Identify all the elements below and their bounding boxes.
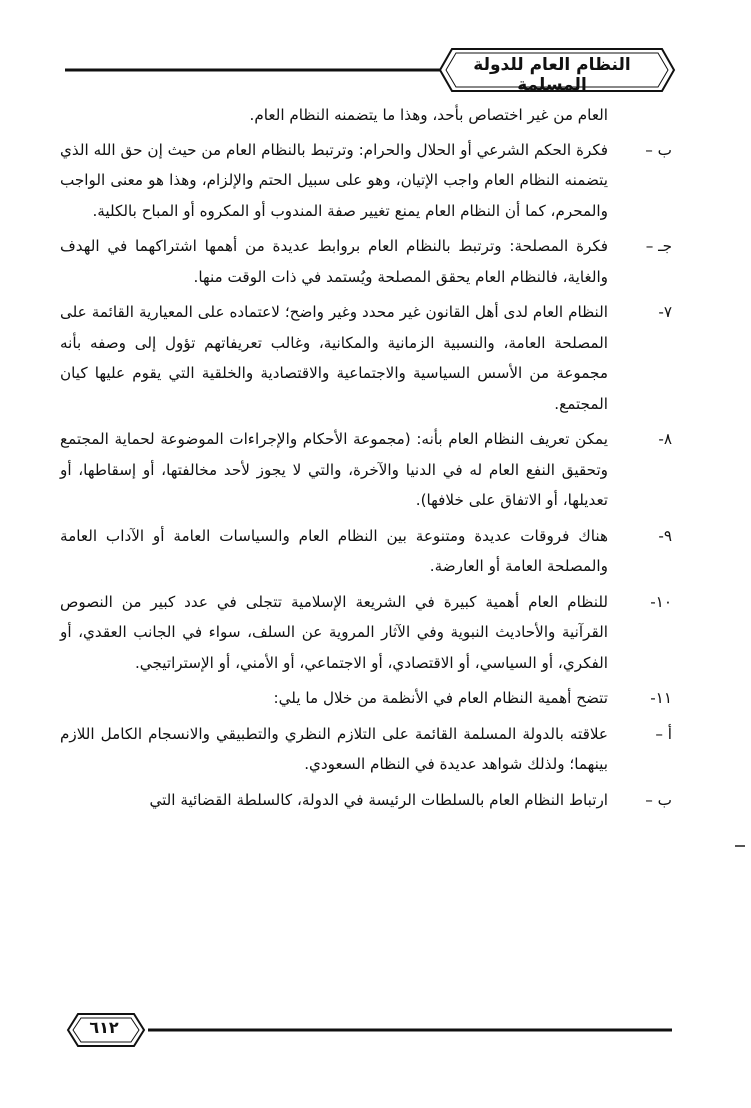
list-item-text: فكرة المصلحة: وترتبط بالنظام العام بروابط عديدة من أهمها اشتراكهما في الهدف والغاية، فالنظام العام يحقق المصلحة ويُستمد في ذات الوقت منها. — [60, 237, 608, 286]
list-item-text: علاقته بالدولة المسلمة القائمة على التلازم النظري والتطبيقي والانسجام الكامل اللازم بينهما؛ ولذلك شواهد عديدة في النظام السعودي. — [60, 724, 608, 773]
list-item-text: ارتباط النظام العام بالسلطات الرئيسة في الدولة، كالسلطة القضائية التي — [149, 790, 608, 809]
page-footer — [60, 1010, 680, 1050]
list-item — [60, 231, 672, 292]
list-item-text: للنظام العام أهمية كبيرة في الشريعة الإسلامية تتجلى في عدد كبير من النصوص القرآنية والأحاديث النبوية وفي الآثار المروية عن السلف، سواء في الجانب العقدي، أو الفكري، أو السياسي، أو الاقتصادي، أو الاجتماعي، أو الأمني، أو الإستراتيجي. — [60, 592, 608, 672]
list-marker: ب – — [645, 790, 672, 809]
list-item-text: يمكن تعريف النظام العام بأنه: (مجموعة الأحكام والإجراءات الموضوعة لحماية المجتمع وتحقيق النفع العام له في الدنيا والآخرة، والتي لا يجوز لأحد مخالفتها، أو إسقاطها، أو تعديلها، أو الاتفاق على خلافها). — [60, 430, 608, 509]
list-marker: ١١- — [650, 689, 672, 707]
body-text — [60, 100, 672, 820]
list-marker: ب – — [645, 140, 672, 159]
continuation-paragraph: العام من غير اختصاص بأحد، وهذا ما يتضمنه النظام العام. — [249, 106, 608, 124]
list-marker: أ – — [655, 724, 672, 743]
footer-frame — [60, 1010, 680, 1050]
list-item-text: فكرة الحكم الشرعي أو الحلال والحرام: وترتبط بالنظام العام من حيث إن حق الله الذي يتضمنه النظام العام واجب الإتيان، وهو على سبيل الحتم والإلزام، وهذا هو معنى الواجب والمحرم، كما أن النظام العام يمنع تغيير صفة المندوب أو المكروه أو المباح بالكلية. — [60, 140, 608, 220]
list-item — [60, 719, 672, 780]
header-title: النظام العام للدولة المسلمة — [473, 55, 631, 95]
list-marker: ٧- — [658, 303, 672, 321]
list-marker: ١٠- — [650, 592, 672, 611]
list-item — [60, 297, 672, 419]
list-item — [60, 587, 672, 679]
list-item — [60, 785, 672, 816]
list-item — [60, 424, 672, 516]
list-item-text: تتضح أهمية النظام العام في الأنظمة من خلال ما يلي: — [273, 689, 608, 707]
list-item-text: هناك فروقات عديدة ومتنوعة بين النظام العام والسياسات العامة أو الآداب العامة والمصلحة العامة أو العارضة. — [60, 526, 608, 575]
list-item-text: النظام العام لدى أهل القانون غير محدد وغير واضح؛ لاعتماده على المعيارية القائمة على المصلحة العامة، والنسبية الزمانية والمكانية، وغالب تعريفاتهم تؤول إلى وصفه بأنه مجموعة من الأسس السياسية والاجتماعية والاقتصادية والخلقية التي يقوم عليها كيان المجتمع. — [60, 303, 608, 413]
running-header — [60, 44, 680, 94]
page-number: ٦١٢ — [89, 1018, 119, 1037]
list-marker: ٨- — [658, 430, 672, 448]
list-marker: ٩- — [658, 526, 672, 545]
list-marker: جـ – — [645, 237, 672, 255]
margin-mark — [735, 845, 745, 847]
list-item — [60, 521, 672, 582]
list-item — [60, 683, 672, 714]
list-item — [60, 135, 672, 227]
